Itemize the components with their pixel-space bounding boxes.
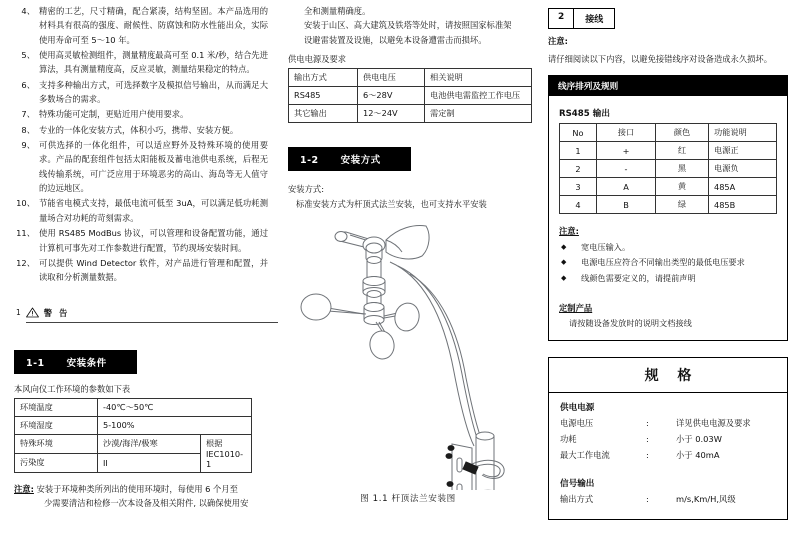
list-item-text: 使用 RS485 ModBus 协议，可以管理和设备配置功能，通过计算机可事先对工作参数进行配置，节约现场安装时间。 [39,228,268,253]
table-row [15,434,252,453]
spec-row [560,431,777,447]
spec-value: 详见供电电源及要求 [676,417,751,428]
wiring-panel-title: 线序排列及规则 [549,76,787,96]
cell-no: 4 [560,196,597,214]
cell-output-type: 其它输出 [289,104,358,122]
cell-no: 3 [560,178,597,196]
list-item-number: 8、 [21,124,35,135]
wiring-panel-body [549,96,787,340]
power-supply-table [288,68,532,123]
section-number: 2 [549,9,574,28]
cell-output-type: RS485 [289,86,358,104]
list-item [14,256,268,285]
spec-colon: : [646,433,649,444]
bullet-text: 宽电压输入。 [581,242,631,253]
cell-no: 2 [560,160,597,178]
right-column [540,0,800,542]
power-table-title: 供电电源及要求 [288,53,347,64]
section-title: 安装条件 [66,357,107,369]
cell-terminal: + [597,142,656,160]
table-row [289,104,532,122]
spec-row [560,447,777,463]
list-item-number: 9、 [21,140,35,151]
section-title: 接线 [585,15,604,25]
list-item-number: 12、 [16,257,35,268]
list-item-number: 10、 [16,198,35,209]
warning-index: 1 [16,308,21,318]
spec-value: 小于 40mA [676,450,720,461]
cell-description: 电池供电需监控工作电压 [425,86,532,104]
table-row [15,398,252,416]
list-item-text: 使用高灵敏检测组件，测量精度最高可至 0.1 米/秒，结合先进算法，具有测量精度高，反应灵敏，测量结果稳定的特点。 [39,50,268,75]
left-column [0,0,278,542]
list-item-text: 可以提供 Wind Detector 软件，对产品进行管理和配置，并读取和分析测量数据。 [39,257,268,283]
section-title: 安装方式 [340,154,381,166]
spec-colon: : [646,417,649,428]
list-item [14,107,268,121]
cell-function: 电源负 [709,160,777,178]
list-item [14,196,268,225]
spec-colon: : [646,494,649,505]
section-2-header [548,4,788,29]
table-row [560,142,777,160]
list-item-text: 支持多种输出方式，可选择数字及模拟信号输出，从而满足大多数场合的需求。 [39,79,268,105]
table-header-row [560,124,777,142]
table-row [15,416,252,434]
spec-value: m/s,Km/H,风级 [676,494,736,505]
spec-key: 电源电压 [560,417,594,428]
rs485-wiring-table [559,123,777,214]
middle-column [278,0,540,542]
custom-product-heading: 定制产品 [559,302,593,313]
bullet-text: 电源电压应符合不同输出类型的最低电压要求 [581,257,745,268]
spec-row [560,491,777,507]
list-item [559,240,777,255]
panel-note-heading: 注意: [559,226,579,237]
rs485-output-label: RS485 输出 [559,109,610,120]
section-number: 1-1 [26,357,45,369]
spec-value: 小于 0.03W [676,433,722,444]
table-row [560,160,777,178]
column-header: No [560,124,597,142]
spec-row [560,415,777,431]
continued-line-2: 安装于山区、高大建筑及铁塔等处时，请按照国家标准架 [304,20,512,31]
list-item-number: 5、 [21,50,35,61]
cell-voltage: 6～28V [358,86,425,104]
warning-label: 警 告 [43,307,70,318]
table-header-row [289,68,532,86]
list-item [14,4,268,47]
wiring-panel [548,75,788,341]
feature-list [14,4,268,285]
column-header: 供电电压 [358,68,425,86]
list-item [14,138,268,195]
install-lead-label: 安装方式: [288,183,324,194]
list-item [14,226,268,255]
note-lead: 注意: [14,483,34,494]
installation-figure [288,222,528,504]
list-item-number: 7、 [21,109,35,120]
continued-line-1: 全和测量精确度。 [304,6,371,16]
env-param-value: 沙漠/海洋/极寒 [98,434,201,453]
env-param-value: 5-100% [98,416,252,434]
attention-text: 请仔细阅读以下内容，以避免接错线序对设备造成永久损坏。 [548,54,773,65]
list-item [14,123,268,137]
cell-color: 红 [656,142,709,160]
diamond-bullet-icon: ◆ [561,258,567,267]
continued-line-3: 设避雷装置及设施，以避免本设备遭雷击而损坏。 [304,34,487,45]
pole-top-flange-installation-diagram [294,222,522,490]
section-1-1-header [14,350,268,374]
list-item-text: 专业的一体化安装方式，体积小巧，携带、安装方便。 [39,124,239,135]
cell-color: 绿 [656,196,709,214]
list-item [14,48,268,77]
list-item-text: 节能省电模式支持，最低电流可低至 3uA，可以满足低功耗测量场合对功耗的苛刻需求。 [39,198,268,223]
cell-terminal: A [597,178,656,196]
install-description: 标准安装方式为杆顶式法兰安装，也可支持水平安装 [296,198,487,209]
spec-key: 功耗 [560,433,577,444]
cell-description: 需定制 [425,104,532,122]
continued-text [288,4,528,47]
bullet-text: 线颜色需要定义的，请提前声明 [581,272,696,283]
cell-terminal: - [597,160,656,178]
custom-product-text: 请按随设备发放时的说明文档接线 [569,317,692,328]
spec-key: 输出方式 [560,494,594,505]
env-param-name: 污染度 [15,453,98,472]
list-item [559,255,777,270]
warning-divider [26,322,278,323]
env-standard-note: 根据 IEC1010-1 [201,434,252,472]
spec-group-heading: 信号输出 [560,479,595,490]
list-item-text: 特殊功能可定制，更贴近用户使用要求。 [39,109,189,120]
list-item-number: 4、 [21,6,35,16]
env-table-intro: 本风向仪工作环境的参数如下表 [14,383,131,394]
cell-terminal: B [597,196,656,214]
column-header: 接口 [597,124,656,142]
section-number: 1-2 [300,154,319,166]
cell-color: 黑 [656,160,709,178]
cell-function: 485B [709,196,777,214]
warning-block [14,307,268,319]
env-param-value: -40℃～50℃ [98,398,252,416]
installation-method-text [288,182,528,212]
list-item [14,78,268,107]
figure-caption: 图 1.1 杆顶法兰安装图 [360,493,456,504]
panel-bullet-list [559,240,777,286]
column-header: 功能说明 [709,124,777,142]
spec-group-heading: 供电电源 [560,402,595,413]
section-1-2-header [288,147,528,171]
environment-table [14,398,252,473]
env-param-name: 环境温度 [15,398,98,416]
column-header: 输出方式 [289,68,358,86]
table-row [560,196,777,214]
column-header: 颜色 [656,124,709,142]
spec-colon: : [646,450,649,461]
cell-voltage: 12～24V [358,104,425,122]
env-param-name: 环境湿度 [15,416,98,434]
diamond-bullet-icon: ◆ [561,273,567,282]
specifications-title: 规 格 [549,358,787,393]
cell-no: 1 [560,142,597,160]
attention-label: 注意: [548,36,568,46]
specifications-body [549,393,787,520]
list-item-text: 可供选择的一体化组件，可以适应野外及特殊环境的使用要求。产品的配套组件包括太阳能板及蓄电池供电系统，后程无线传输系统，可广泛应用于环境恶劣的高山、海岛等无人值守的边远地区。 [39,140,268,194]
spec-key: 最大工作电流 [560,450,610,461]
cell-color: 黄 [656,178,709,196]
diamond-bullet-icon: ◆ [561,243,567,252]
list-item-number: 6、 [21,79,35,90]
table-row [560,178,777,196]
note-line-1: 安装于环境种类所列出的使用环境时，每使用 6 个月至 [36,483,238,494]
cell-function: 电源正 [709,142,777,160]
env-param-value: II [98,453,201,472]
list-item [559,271,777,286]
table-row [289,86,532,104]
list-item-text: 精密的工艺，尺寸精确，配合紧凑，结构坚固。本产品选用的材料具有很高的强度、耐候性、防腐蚀和防水性能出众，实际使用寿命可至 5～10 年。 [39,6,268,45]
cell-function: 485A [709,178,777,196]
warning-triangle-icon [26,307,39,318]
installation-note [14,482,268,510]
env-param-name: 特殊环境 [15,434,98,453]
column-header: 相关说明 [425,68,532,86]
note-line-2: 少需要清洁和检修一次本设备及相关附件, 以确保使用安 [44,497,249,508]
list-item-number: 11、 [16,228,35,239]
specifications-panel [548,357,788,521]
